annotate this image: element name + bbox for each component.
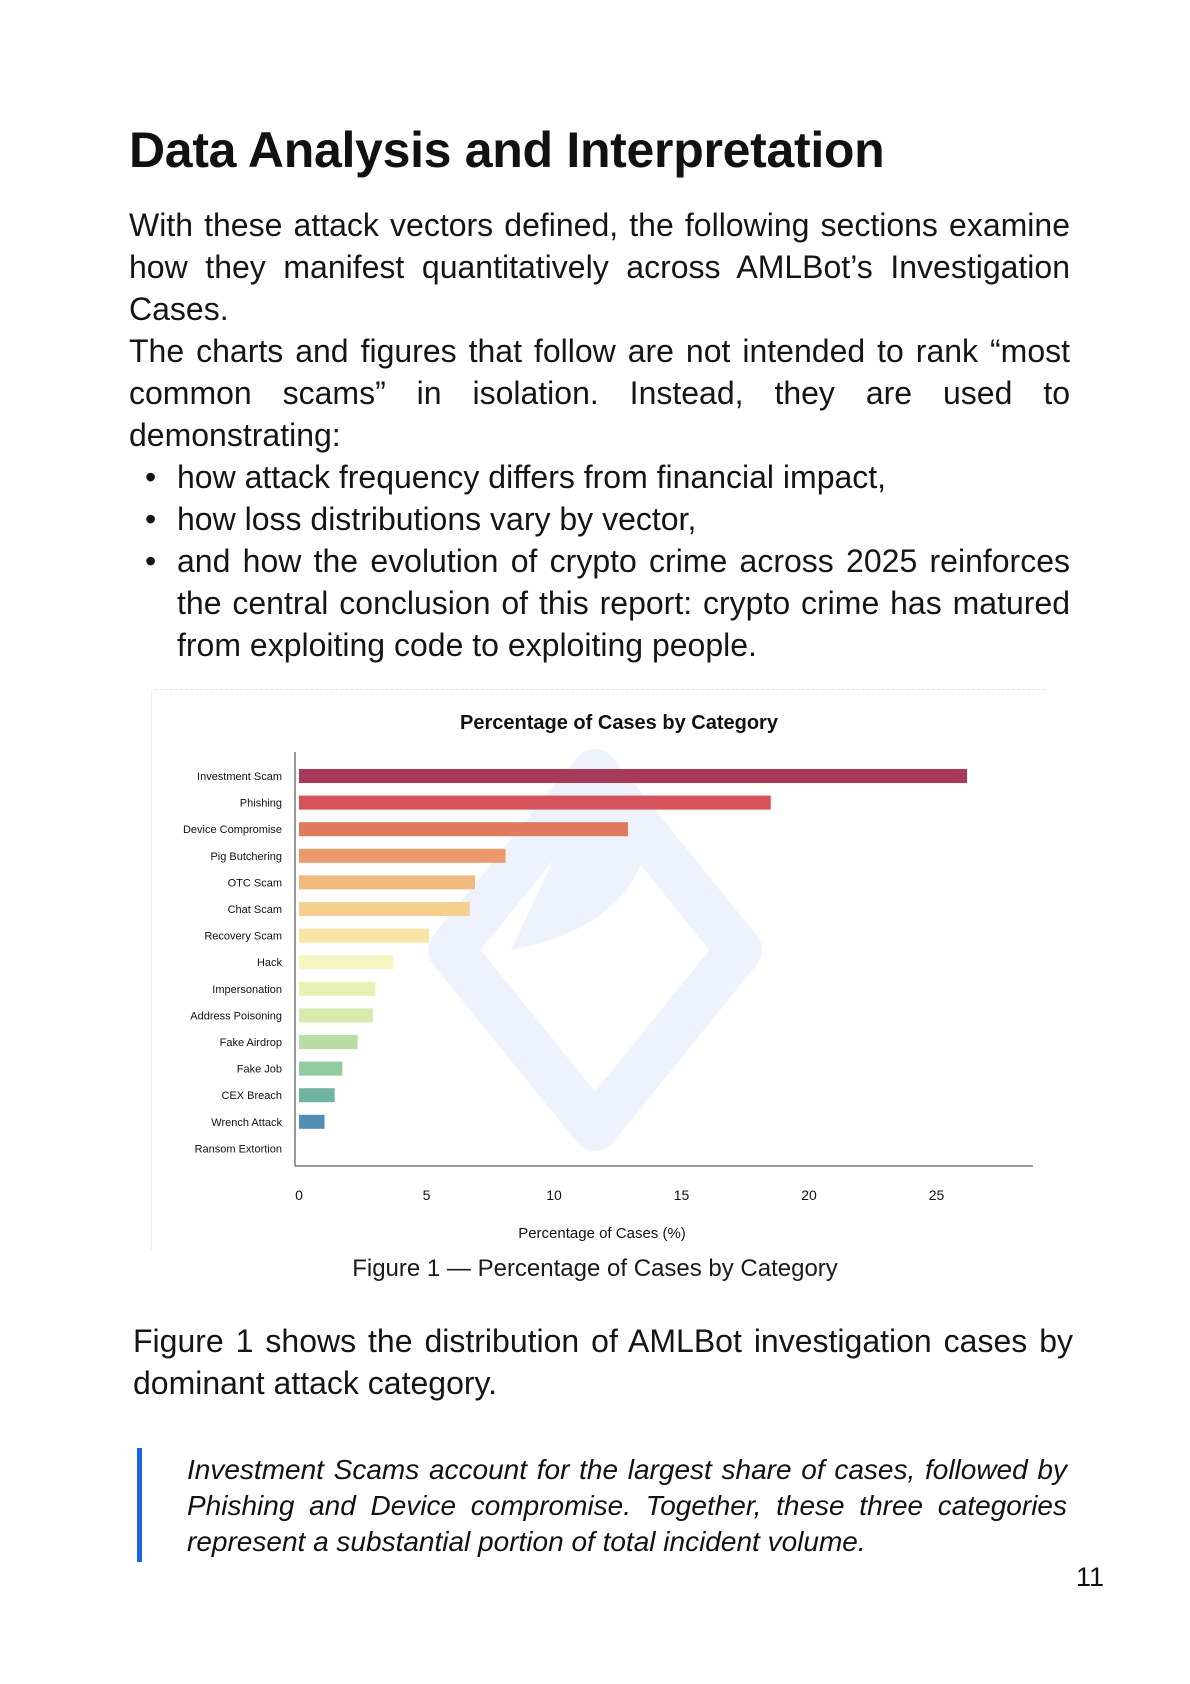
x-tick-label: 20 bbox=[801, 1187, 817, 1203]
bar-wrench-attack bbox=[299, 1115, 325, 1129]
quote-accent-bar bbox=[137, 1448, 142, 1562]
category-label: Hack bbox=[256, 957, 282, 970]
bullet-list bbox=[129, 456, 1070, 666]
page-title: Data Analysis and Interpretation bbox=[129, 122, 885, 178]
category-label: CEX Breach bbox=[221, 1090, 282, 1103]
bar-address-poisoning bbox=[299, 1008, 373, 1022]
category-label: Fake Airdrop bbox=[219, 1037, 282, 1049]
bullet-icon: • bbox=[145, 501, 157, 537]
bar-chart bbox=[151, 690, 1051, 1250]
bar-fake-airdrop bbox=[299, 1035, 358, 1049]
bar-fake-job bbox=[299, 1062, 342, 1076]
bar-cex-breach bbox=[299, 1088, 335, 1102]
category-label: Wrench Attack bbox=[211, 1116, 282, 1129]
bar-chat-scam bbox=[299, 902, 470, 916]
category-label: Fake Job bbox=[236, 1063, 282, 1076]
page-number: 11 bbox=[1075, 1562, 1104, 1592]
category-label: Pig Butchering bbox=[210, 850, 282, 863]
category-label: OTC Scam bbox=[227, 877, 282, 890]
bar-pig-butchering bbox=[299, 849, 506, 863]
bullet-item bbox=[145, 498, 1070, 540]
category-label: Recovery Scam bbox=[204, 930, 282, 943]
chart-title: Percentage of Cases by Category bbox=[460, 712, 778, 734]
bar-otc-scam bbox=[299, 875, 475, 889]
category-label: Device Compromise bbox=[182, 824, 282, 837]
intro-paragraph-1: With these attack vectors defined, the following sections examine how they manifest quantitatively across AMLBot’s Investigation Cases. bbox=[129, 207, 1070, 327]
callout-quote: Investment Scams account for the largest share of cases, followed by Phishing and Device compromise. Together, these three categories represent a substantial portion of total incident volume. bbox=[187, 1454, 1067, 1557]
bullet-text: how attack frequency differs from financial impact, bbox=[177, 459, 887, 495]
bullet-text: and how the evolution of crypto crime across 2025 reinforces the central conclusion of this report: crypto crime has matured from exploiting code to exploiting people. bbox=[177, 543, 1070, 663]
x-tick-label: 5 bbox=[422, 1187, 431, 1203]
bar-device-compromise bbox=[299, 822, 628, 836]
bullet-icon: • bbox=[145, 459, 157, 495]
x-axis-label: Percentage of Cases (%) bbox=[518, 1225, 686, 1242]
category-label: Impersonation bbox=[212, 983, 282, 996]
category-label: Chat Scam bbox=[227, 904, 282, 916]
intro-paragraph-2: The charts and figures that follow are not intended to rank “most common scams” in isolation. Instead, they are used to demonstrating: bbox=[129, 333, 1070, 453]
bar-investment-scam bbox=[299, 769, 967, 783]
x-tick-label: 0 bbox=[295, 1187, 303, 1203]
category-label: Investment Scam bbox=[197, 771, 282, 783]
x-tick-label: 15 bbox=[673, 1187, 690, 1203]
bullet-item bbox=[145, 456, 1070, 498]
figure-caption: Figure 1 — Percentage of Cases by Category bbox=[352, 1255, 838, 1282]
bar-hack bbox=[299, 955, 393, 969]
x-tick-label: 10 bbox=[546, 1187, 562, 1203]
bullet-item bbox=[145, 540, 1070, 666]
x-tick-label: 25 bbox=[928, 1187, 945, 1203]
bar-impersonation bbox=[299, 982, 376, 996]
category-label: Phishing bbox=[239, 797, 282, 810]
category-label: Address Poisoning bbox=[190, 1010, 282, 1023]
figure-description: Figure 1 shows the distribution of AMLBot investigation cases by dominant attack category. bbox=[133, 1323, 1073, 1401]
bullet-icon: • bbox=[145, 543, 157, 579]
intro-section bbox=[129, 204, 1070, 666]
bar-phishing bbox=[299, 796, 771, 810]
bullet-text: how loss distributions vary by vector, bbox=[177, 501, 697, 537]
category-label: Ransom Extortion bbox=[194, 1143, 282, 1156]
bar-recovery-scam bbox=[299, 929, 429, 943]
